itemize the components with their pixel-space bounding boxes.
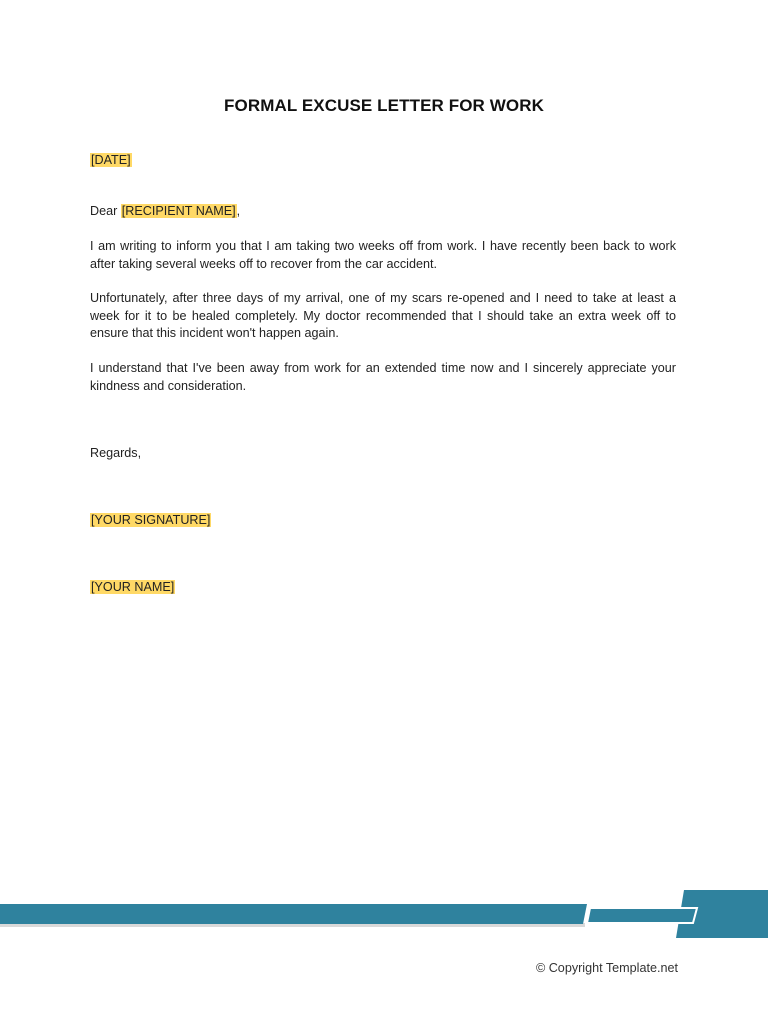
copyright-text: © Copyright Template.net — [535, 961, 678, 975]
paragraph-2: Unfortunately, after three days of my arrival, one of my scars re-opened and I need to take at least a week for it to be healed completely. My doctor recommended that I should take an extra week off to ensure that this incident won't happen again. — [90, 291, 676, 340]
paragraph-1: I am writing to inform you that I am taking two weeks off from work. I have recently been back to work after taking several weeks off to recover from the car accident. — [90, 239, 676, 271]
name-line — [90, 579, 676, 597]
footer-band-outline-top — [587, 908, 697, 923]
signature-line — [90, 512, 676, 530]
recipient-placeholder: [RECIPIENT NAME] — [121, 204, 236, 218]
salutation-prefix: Dear — [90, 204, 121, 218]
closing: Regards, — [90, 446, 142, 460]
paragraph-3: I understand that I've been away from work for an extended time now and I sincerely appreciate your kindness and consideration. — [90, 361, 676, 393]
salutation-suffix: , — [236, 204, 241, 218]
page-title: FORMAL EXCUSE LETTER FOR WORK — [224, 96, 544, 115]
date-placeholder: [DATE] — [91, 153, 131, 167]
name-placeholder: [YOUR NAME] — [91, 580, 175, 594]
salutation — [90, 203, 676, 221]
footer-band-main — [0, 904, 587, 924]
signature-placeholder: [YOUR SIGNATURE] — [91, 513, 211, 527]
footer-decoration — [0, 880, 768, 940]
date-line — [90, 152, 676, 170]
